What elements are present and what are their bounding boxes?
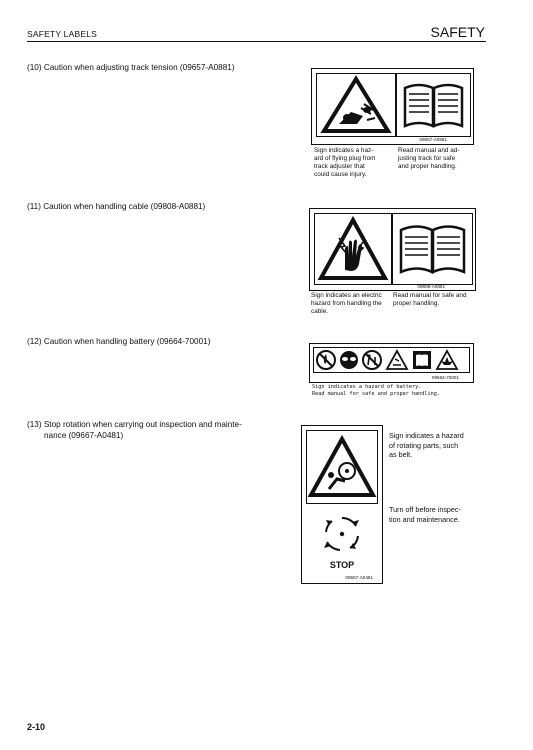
caption-10-right: Read manual and ad- justing track for safe and proper handling.	[398, 147, 460, 170]
read-manual-icon	[413, 351, 431, 369]
part-number-13: 09667-A0481	[345, 575, 373, 580]
caption-11-left: Sign indicates an electric hazard from handling the cable.	[311, 292, 382, 315]
section-11-heading: (11) Caution when handling cable (09808-A0881)	[27, 202, 206, 211]
note-13-instruction: Turn off before inspec- tion and maintenance.	[389, 505, 461, 524]
open-book-icon	[393, 214, 472, 284]
open-book-icon	[397, 74, 470, 136]
label-11-frame	[309, 208, 476, 291]
warning-panel-11	[314, 213, 392, 285]
header-rule	[27, 41, 486, 42]
corrosive-warning-icon	[387, 351, 407, 369]
stop-rotation-panel	[306, 506, 378, 572]
battery-pictogram-strip	[313, 347, 470, 373]
manual-panel-10	[396, 73, 471, 137]
label-10-frame	[311, 68, 474, 145]
running-header-right: SAFETY	[430, 24, 485, 40]
electric-hazard-warning-icon	[315, 214, 391, 284]
warning-panel-10	[316, 73, 396, 137]
part-number-10: 09657-A0881	[419, 137, 447, 142]
rotating-parts-warning-panel	[306, 430, 378, 504]
eye-protection-icon	[340, 351, 358, 369]
rotating-belt-warning-icon	[307, 431, 377, 503]
no-fire-icon	[317, 351, 335, 369]
keep-children-away-icon	[363, 351, 381, 369]
running-header-left: SAFETY LABELS	[27, 29, 98, 39]
part-number-12: 09664-70001	[431, 375, 459, 380]
caption-12: Sign indicates a hazard of battery. Read manual for safe and proper handling.	[312, 384, 441, 397]
section-13-heading: (13) Stop rotation when carrying out inspection and mainte- nance (09667-A0481)	[27, 420, 242, 440]
section-12-heading: (12) Caution when handling battery (09664-70001)	[27, 337, 211, 346]
part-number-11: 09808-A0881	[417, 284, 445, 289]
manual-panel-11	[392, 213, 473, 285]
note-13-hazard: Sign indicates a hazard of rotating parts, such as belt.	[389, 431, 464, 459]
label-13-frame	[301, 425, 383, 584]
caption-11-right: Read manual for safe and proper handling.	[393, 292, 467, 307]
label-12-frame	[309, 343, 474, 383]
stop-label: STOP	[329, 560, 355, 570]
page-number: 2-10	[27, 722, 46, 732]
caption-10-left: Sign indicates a haz- ard of flying plug from track adjuster that could cause injury.	[314, 147, 376, 178]
explosion-warning-icon	[437, 351, 457, 369]
section-10-heading: (10) Caution when adjusting track tension (09657-A0881)	[27, 63, 235, 72]
flying-plug-warning-icon	[317, 74, 395, 136]
rotation-arrows-icon	[306, 506, 378, 560]
